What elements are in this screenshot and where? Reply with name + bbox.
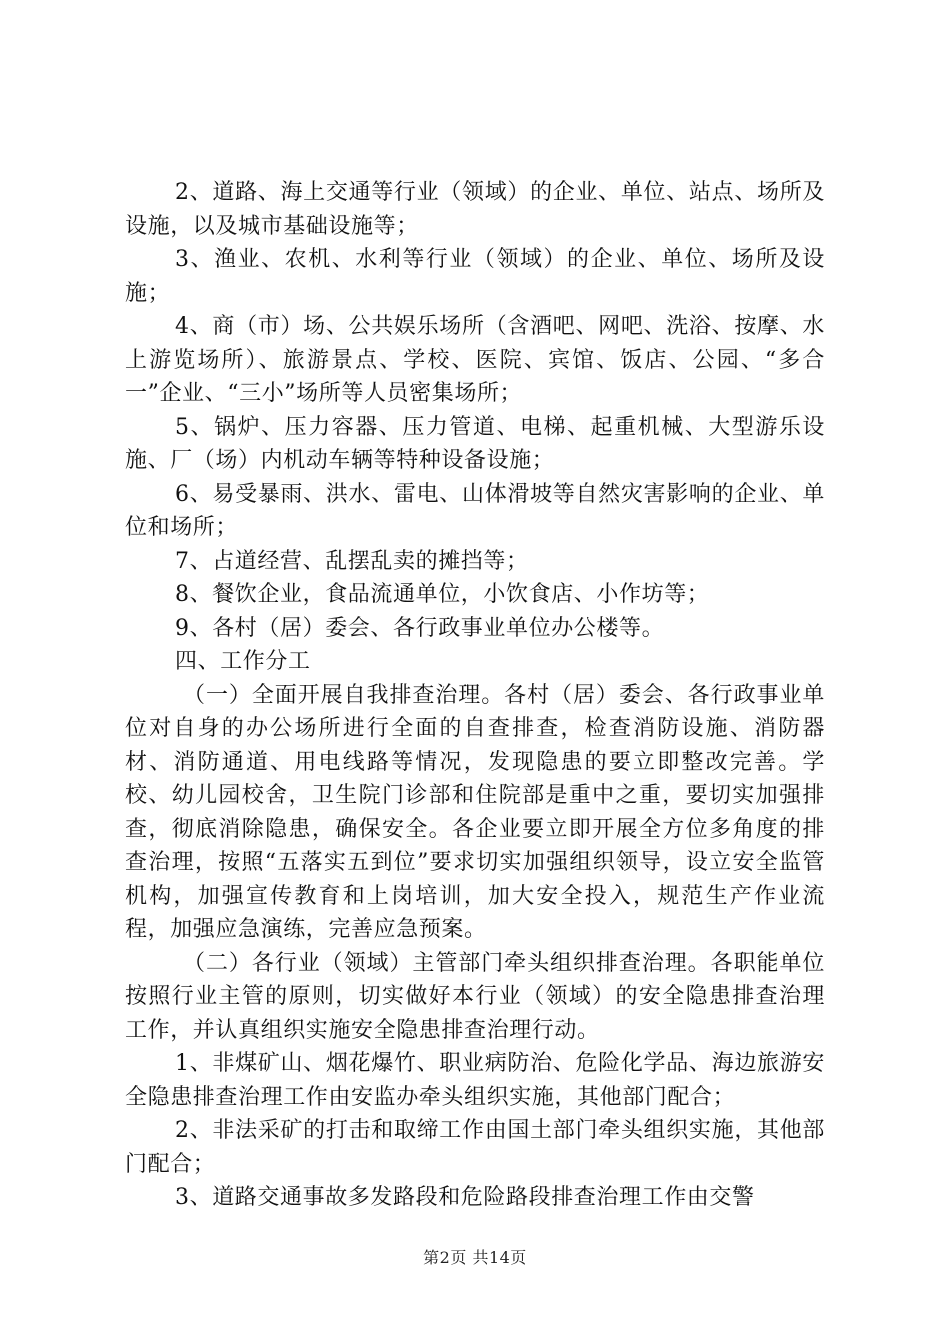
subsection-paragraph-1: （一）全面开展自我排查治理。各村（居）委会、各行政事业单位对自身的办公场所进行全面的自查排查，检查消防设施、消防器材、消防通道、用电线路等情况，发现隐患的要立即整改完善。学校、幼儿园校舍，卫生院门诊部和住院部是重中之重，要切实加强排查，彻底消除隐患，确保安全。各企业要立即开展全方位多角度的排查治理，按照“五落实五到位”要求切实加强组织领导，设立安全监管机构，加强宣传教育和上岗培训，加大安全投入，规范生产作业流程，加强应急演练，完善应急预案。	[125, 682, 825, 942]
page-number-footer: 第2页 共14页	[423, 1248, 527, 1267]
list-item-2: 2、道路、海上交通等行业（领域）的企业、单位、站点、场所及设施，以及城市基础设施等；	[125, 180, 825, 239]
list-item-6: 6、易受暴雨、洪水、雷电、山体滑坡等自然灾害影响的企业、单位和场所；	[125, 481, 825, 540]
list-item-3: 3、渔业、农机、水利等行业（领域）的企业、单位、场所及设施；	[125, 247, 825, 306]
subsection-paragraph-2: （二）各行业（领域）主管部门牵头组织排查治理。各职能单位按照行业主管的原则，切实做好本行业（领域）的安全隐患排查治理工作，并认真组织实施安全隐患排查治理行动。	[125, 950, 825, 1043]
list-item-4: 4、商（市）场、公共娱乐场所（含酒吧、网吧、洗浴、按摩、水上游览场所）、旅游景点、学校、医院、宾馆、饭店、公园、“多合一”企业、“三小”场所等人员密集场所；	[125, 314, 825, 406]
duty-item-1: 1、非煤矿山、烟花爆竹、职业病防治、危险化学品、海边旅游安全隐患排查治理工作由安监办牵头组织实施，其他部门配合；	[125, 1051, 825, 1110]
list-item-8: 8、餐饮企业，食品流通单位，小饮食店、小作坊等；	[175, 582, 710, 607]
list-item-9: 9、各村（居）委会、各行政事业单位办公楼等。	[175, 615, 665, 641]
duty-item-3: 3、道路交通事故多发路段和危险路段排查治理工作由交警	[175, 1185, 755, 1210]
list-item-7: 7、占道经营、乱摆乱卖的摊挡等；	[175, 548, 529, 574]
section-heading: 四、工作分工	[175, 649, 311, 674]
list-item-5: 5、锅炉、压力容器、压力管道、电梯、起重机械、大型游乐设施、厂（场）内机动车辆等特种设备设施；	[125, 414, 825, 473]
duty-item-2: 2、非法采矿的打击和取缔工作由国土部门牵头组织实施，其他部门配合；	[125, 1118, 825, 1177]
document-body	[125, 176, 825, 1215]
